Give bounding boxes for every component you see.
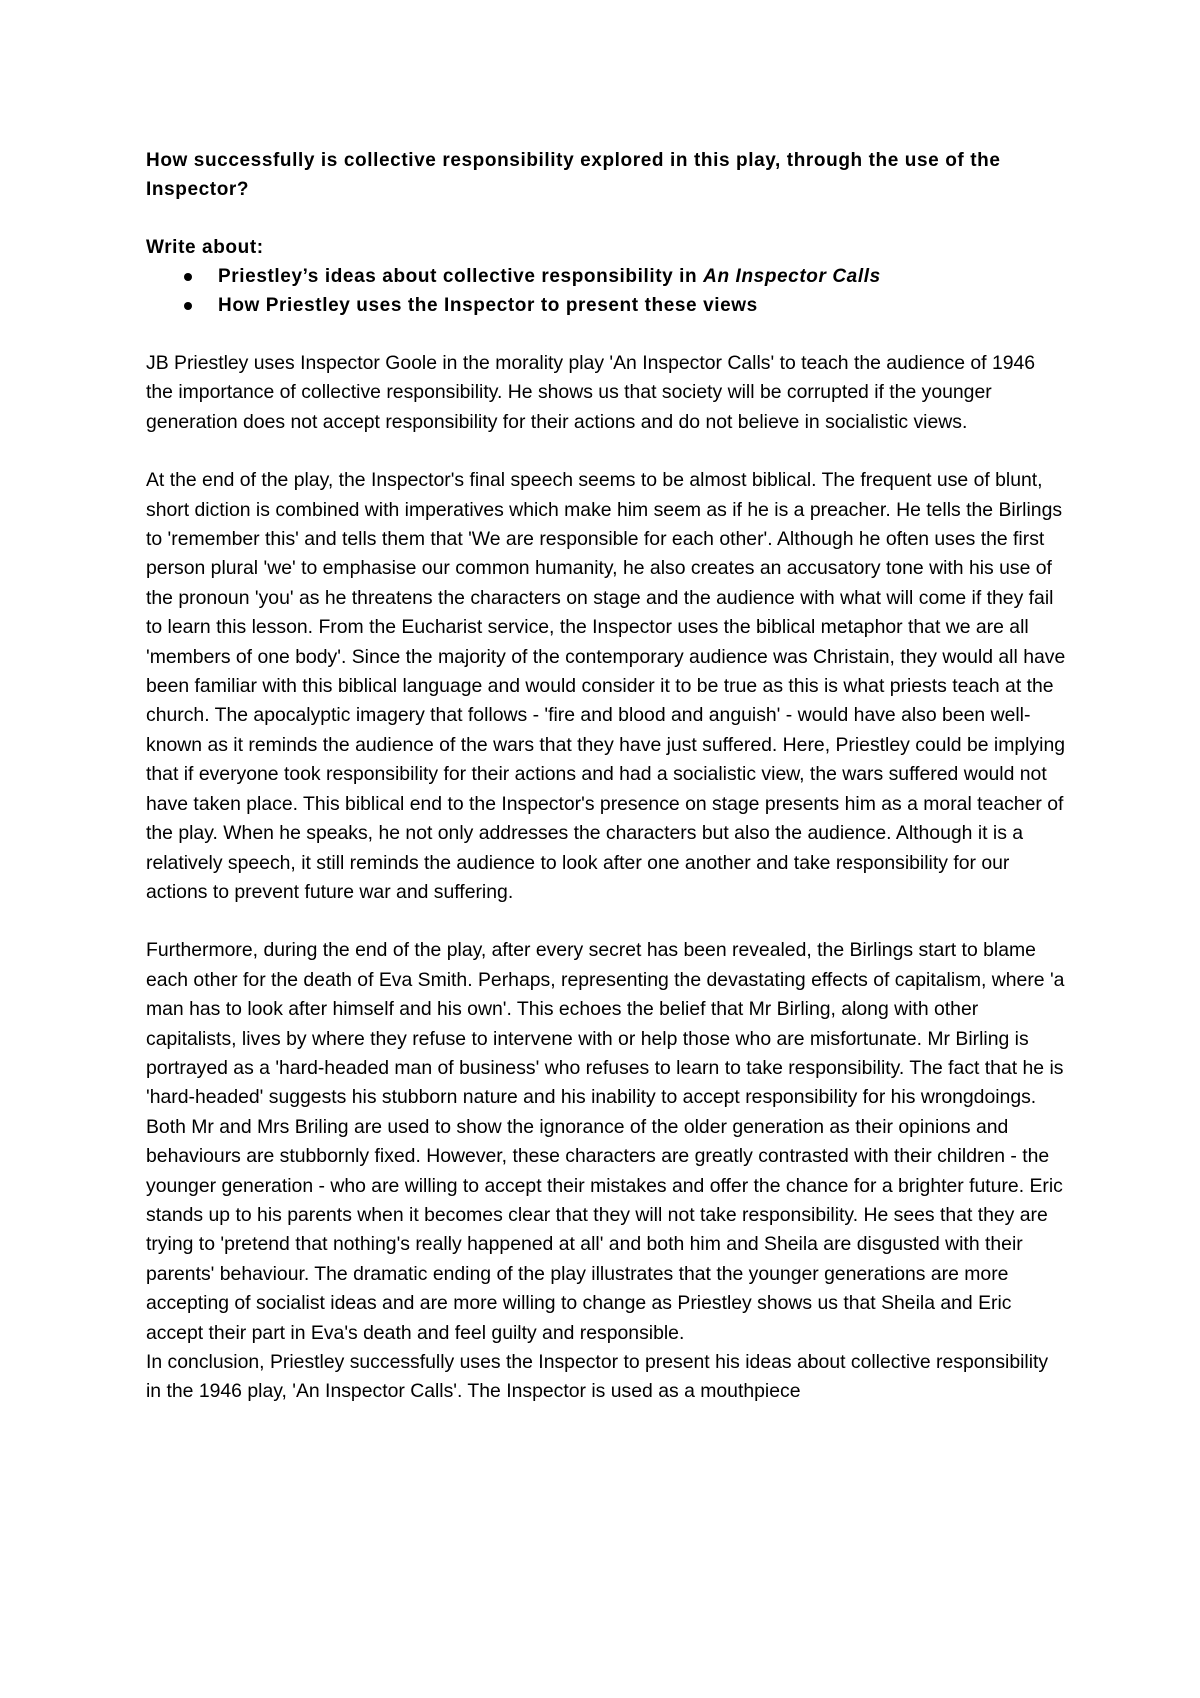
essay-question: How successfully is collective responsibility explored in this play, through the use of the Inspector? [146, 150, 1001, 200]
bullet-icon [184, 273, 192, 281]
bullet-icon [184, 302, 192, 310]
paragraph-intro: JB Priestley uses Inspector Goole in the morality play 'An Inspector Calls' to teach the audience of 1946 the importance of collective responsibility. He shows us that society will be corrupted if the younger generation does not accept responsibility for their actions and do not believe in socialistic views. [146, 352, 1036, 433]
document-page [146, 146, 1066, 1407]
bullet-item [184, 291, 1066, 320]
bullet-text: Priestley’s ideas about collective responsibility in [218, 266, 704, 287]
play-title: An Inspector Calls [703, 266, 881, 287]
bullet-text: How Priestley uses the Inspector to present these views [218, 295, 758, 316]
bullet-item [184, 262, 1066, 291]
write-about-list [146, 262, 1066, 320]
write-about-heading: Write about: [146, 237, 264, 258]
paragraph-final-speech: At the end of the play, the Inspector's final speech seems to be almost biblical. The frequent use of blunt, short diction is combined with imperatives which make him seem as if he is a preacher. He tells the Birlings to 'remember this' and tells them that 'We are responsible for each other'. Although he often uses the first person plural 'we' to emphasise our common humanity, he also creates an accusatory tone with his use of the pronoun 'you' as he threatens the characters on stage and the audience with what will come if they fail to learn this lesson. From the Eucharist service, the Inspector uses the biblical metaphor that we are all 'members of one body'. Since the majority of the contemporary audience was Christain, they would all have been familiar with this biblical language and would consider it to be true as this is what priests teach at the church. The apocalyptic imagery that follows - 'fire and blood and anguish' - would have also been well-known as it reminds the audience of the wars that they have just suffered. Here, Priestley could be implying that if everyone took responsibility for their actions and had a socialistic view, the wars suffered would not have taken place. This biblical end to the Inspector's presence on stage presents him as a moral teacher of the play. When he speaks, he not only addresses the characters but also the audience. Although it is a relatively speech, it still reminds the audience to look after one another and take responsibility for our actions to prevent future war and suffering. [146, 469, 1066, 903]
paragraph-conclusion: In conclusion, Priestley successfully uses the Inspector to present his ideas about collective responsibility in the 1946 play, 'An Inspector Calls'. The Inspector is used as a mouthpiece [146, 1351, 1049, 1403]
paragraph-birlings: Furthermore, during the end of the play, after every secret has been revealed, the Birlings start to blame each other for the death of Eva Smith. Perhaps, representing the devastating effects of capitalism, where 'a man has to look after himself and his own'. This echoes the belief that Mr Birling, along with other capitalists, lives by where they refuse to intervene with or help those who are misfortunate. Mr Birling is portrayed as a 'hard-headed man of business' who refuses to learn to take responsibility. The fact that he is 'hard-headed' suggests his stubborn nature and his inability to accept responsibility for his wrongdoings. Both Mr and Mrs Briling are used to show the ignorance of the older generation as their opinions and behaviours are stubbornly fixed. However, these characters are greatly contrasted with their children - the younger generation - who are willing to accept their mistakes and offer the chance for a brighter future. Eric stands up to his parents when it becomes clear that they will not take responsibility. He sees that they are trying to 'pretend that nothing's really happened at all' and both him and Sheila are disgusted with their parents' behaviour. The dramatic ending of the play illustrates that the younger generations are more accepting of socialist ideas and are more willing to change as Priestley shows us that Sheila and Eric accept their part in Eva's death and feel guilty and responsible. [146, 939, 1065, 1344]
